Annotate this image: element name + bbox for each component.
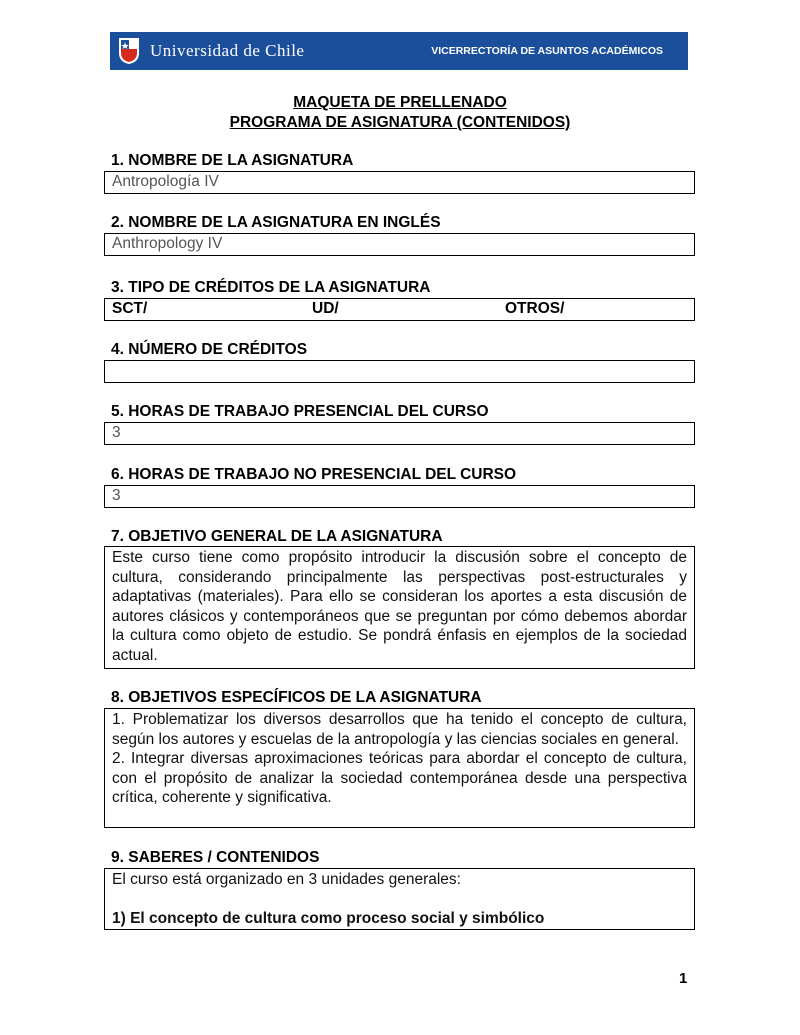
contents-intro: El curso está organizado en 3 unidades generales: (112, 871, 461, 888)
credit-ud-label: UD/ (312, 300, 339, 317)
office-name: VICERRECTORÍA DE ASUNTOS ACADÉMICOS (431, 45, 663, 57)
non-presential-hours-value: 3 (112, 487, 121, 504)
general-objective-text: Este curso tiene como propósito introducir la discusión sobre el concepto de cultura, considerando principalmente las perspectivas post-estructurales y adaptativas (materiales). Para ello se consideran los aportes a esta discusión de autores clásicos y contemporáneos que se preguntan por cómo debemos abordar la cultura como objeto de estudio. Se pondrá énfasis en ejemplos de la sociedad actual. (112, 549, 687, 664)
section-6-box (104, 485, 695, 508)
specific-objective-2: 2. Integrar diversas aproximaciones teóricas para abordar el concepto de cultura, con el propósito de analizar la sociedad contemporánea desde una perspectiva crítica, coherente y significativa. (112, 750, 687, 806)
section-1-heading: 1. NOMBRE DE LA ASIGNATURA (111, 152, 354, 169)
document-title-line1: MAQUETA DE PRELLENADO (293, 94, 507, 111)
section-3-box (104, 298, 695, 321)
university-crest-icon (118, 37, 140, 65)
document-title-line2: PROGRAMA DE ASIGNATURA (CONTENIDOS) (229, 114, 571, 131)
section-7-box (104, 546, 695, 669)
section-8-heading: 8. OBJETIVOS ESPECÍFICOS DE LA ASIGNATURA (111, 689, 482, 706)
header-banner (110, 32, 688, 70)
section-3-heading: 3. TIPO DE CRÉDITOS DE LA ASIGNATURA (111, 279, 431, 296)
section-4-box (104, 360, 695, 383)
credit-otros-label: OTROS/ (505, 300, 565, 317)
university-name: Universidad de Chile (150, 41, 305, 60)
credit-number-value (105, 361, 694, 362)
course-name-value: Antropología IV (112, 173, 219, 190)
section-9-box (104, 868, 695, 930)
course-name-english-value: Anthropology IV (112, 235, 223, 252)
section-1-box (104, 171, 695, 194)
section-5-heading: 5. HORAS DE TRABAJO PRESENCIAL DEL CURSO (111, 403, 489, 420)
section-8-box (104, 708, 695, 828)
section-2-box (104, 233, 695, 256)
credit-sct-label: SCT/ (112, 300, 148, 317)
contents-text (105, 869, 694, 928)
unit-1-title: 1) El concepto de cultura como proceso social y simbólico (112, 909, 545, 927)
section-9-heading: 9. SABERES / CONTENIDOS (111, 849, 320, 866)
section-4-heading: 4. NÚMERO DE CRÉDITOS (111, 341, 308, 358)
specific-objectives-list (105, 709, 694, 808)
presential-hours-value: 3 (112, 424, 121, 441)
section-7-heading: 7. OBJETIVO GENERAL DE LA ASIGNATURA (111, 528, 443, 545)
page-number: 1 (679, 970, 688, 987)
section-5-box (104, 422, 695, 445)
specific-objective-1: 1. Problematizar los diversos desarrollos que ha tenido el concepto de cultura, según los autores y escuelas de la antropología y las ciencias sociales en general. (112, 711, 687, 748)
credit-types-row (105, 299, 694, 318)
section-6-heading: 6. HORAS DE TRABAJO NO PRESENCIAL DEL CURSO (111, 466, 517, 483)
section-2-heading: 2. NOMBRE DE LA ASIGNATURA EN INGLÉS (111, 214, 441, 231)
